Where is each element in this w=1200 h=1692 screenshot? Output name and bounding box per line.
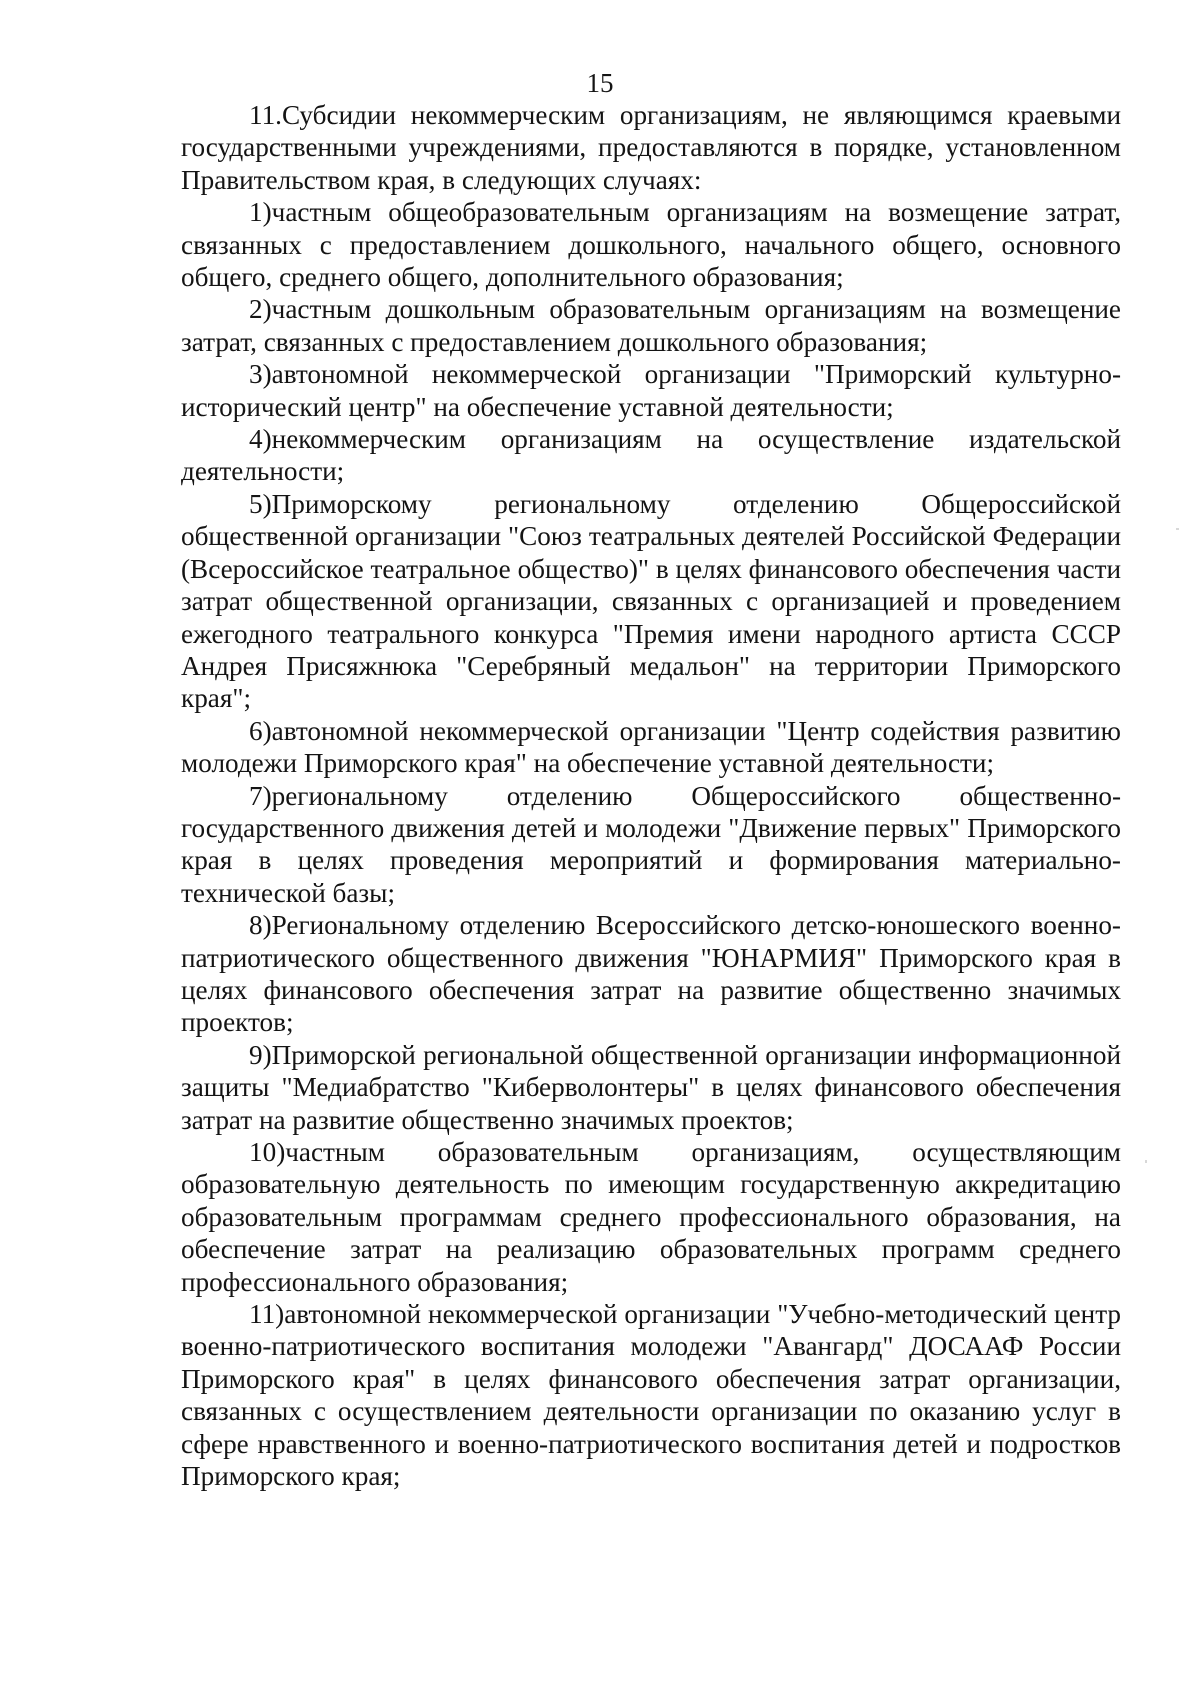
paragraph-item-11: 11)автономной некоммерческой организации "Учебно-методический центр военно-патриотического воспитания молодежи "Авангард" ДОСААФ России Приморского края" в целях финансового обеспечения затрат организации, связанных с осуществлением деятельности организации по оказанию услуг в сфере нравственного и военно-патриотического воспитания детей и подростков Приморского края; (181, 1299, 1121, 1492)
paragraph-item-3: 3)автономной некоммерческой организации "Приморский культурно-исторический центр" на обеспечение уставной деятельности; (181, 359, 1121, 422)
paragraph-clause-11-intro: 11.Субсидии некоммерческим организациям, не являющимся краевыми государственными учреждениями, предоставляются в порядке, установленном Правительством края, в следующих случаях: (181, 100, 1121, 195)
paragraph-item-4: 4)некоммерческим организациям на осуществление издательской деятельности; (181, 424, 1121, 487)
paragraph-item-7: 7)региональному отделению Общероссийского общественно-государственного движения детей и молодежи "Движение первых" Приморского края в целях проведения мероприятий и формирования материально-технической базы; (181, 780, 1121, 908)
paragraph-item-9: 9)Приморской региональной общественной организации информационной защиты "Медиабратство "Киберволонтеры" в целях финансового обеспечения затрат на развитие общественно значимых проектов; (181, 1039, 1121, 1135)
paragraph-item-6: 6)автономной некоммерческой организации "Центр содействия развитию молодежи Приморского края" на обеспечение уставной деятельности; (181, 715, 1121, 779)
scan-speck (1176, 528, 1179, 530)
paragraph-item-10: 10)частным образовательным организациям, осуществляющим образовательную деятельность по имеющим государственную аккредитацию образовательным программам среднего профессионального образования, на обеспечение затрат на реализацию образовательных программ среднего профессионального образования; (181, 1137, 1121, 1297)
paragraph-item-1: 1)частным общеобразовательным организациям на возмещение затрат, связанных с предоставлением дошкольного, начального общего, основного общего, среднего общего, дополнительного образования; (181, 197, 1121, 293)
paragraph-item-8: 8)Региональному отделению Всероссийского детско-юношеского военно-патриотического общественного движения "ЮНАРМИЯ" Приморского края в целях финансового обеспечения затрат на развитие общественно значимых проектов; (181, 910, 1121, 1038)
paragraph-item-2: 2)частным дошкольным образовательным организациям на возмещение затрат, связанных с предоставлением дошкольного образования; (181, 294, 1121, 357)
paragraph-item-5: 5)Приморскому региональному отделению Общероссийской общественной организации "Союз театральных деятелей Российской Федерации (Всероссийское театральное общество)" в целях финансового обеспечения части затрат общественной организации, связанных с организацией и проведением ежегодного театрального конкурса "Премия имени народного артиста СССР Андрея Присяжнюка "Серебряный медальон" на территории Приморского края"; (181, 488, 1121, 714)
page-number: 15 (586, 68, 614, 98)
document-body (181, 99, 1121, 1492)
scan-speck (1145, 1160, 1147, 1163)
